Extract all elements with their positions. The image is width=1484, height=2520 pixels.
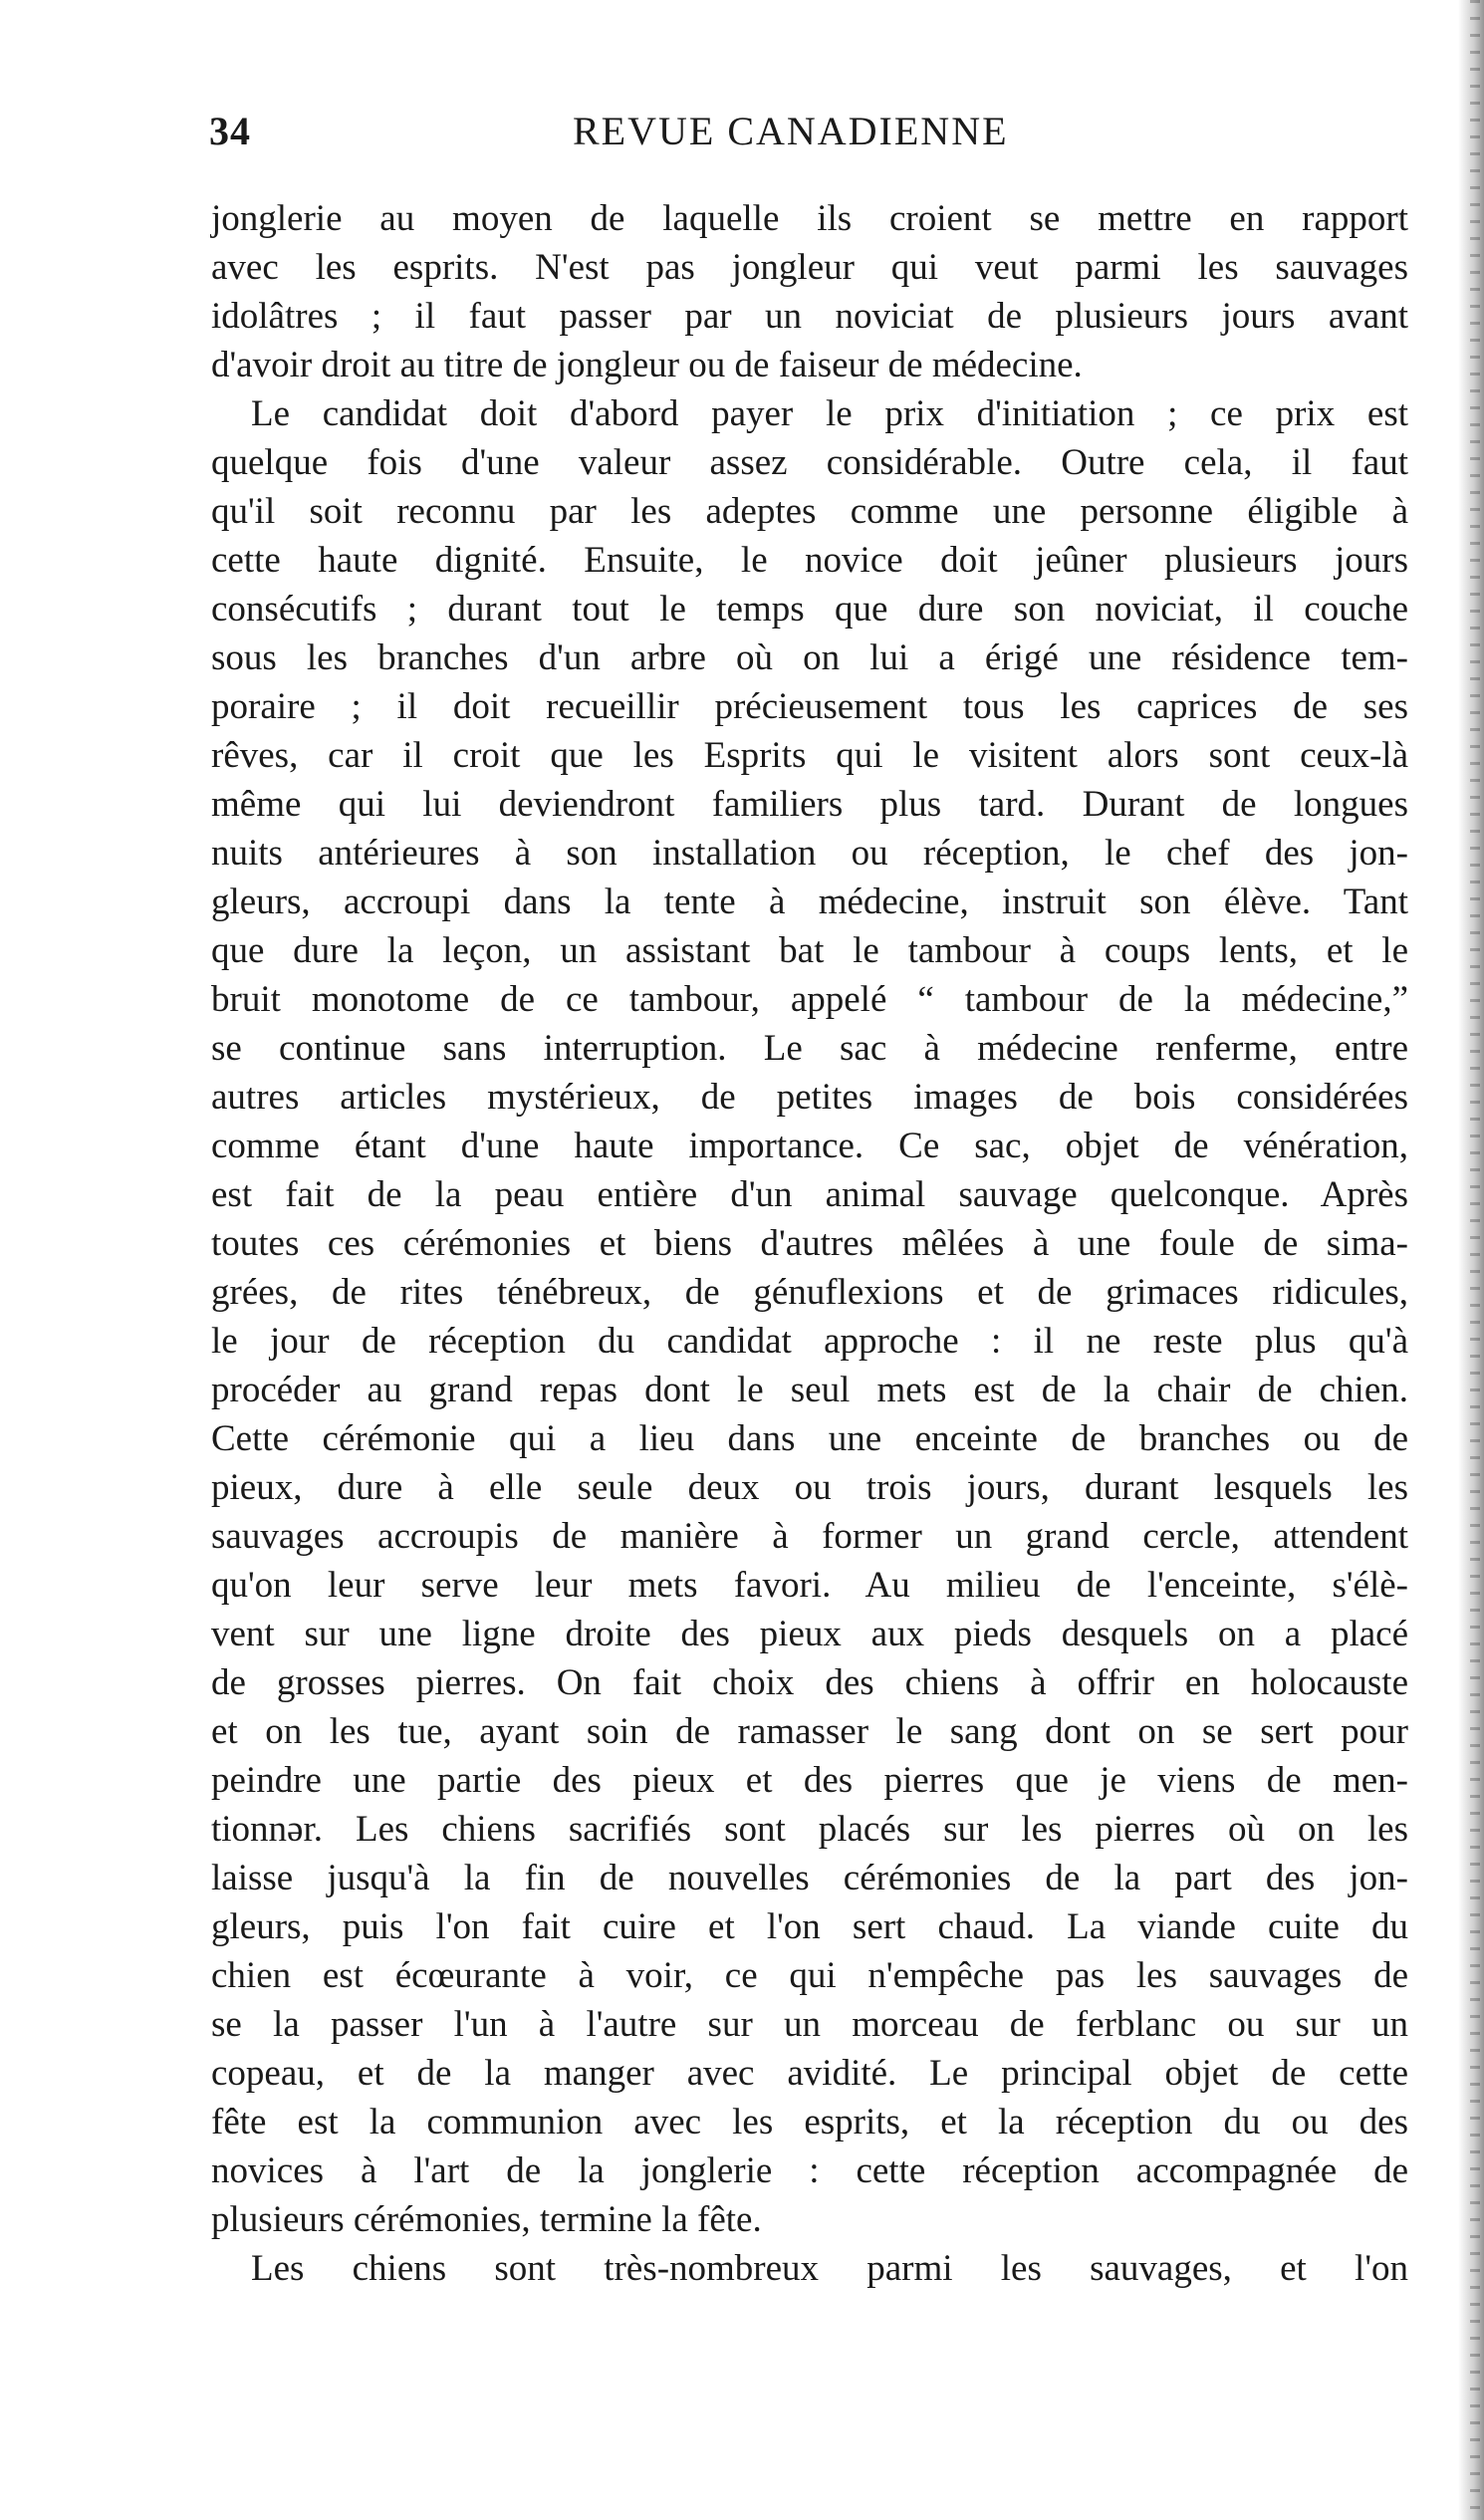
text-line: pieux, dure à elle seule deux ou trois jours, durant lesquels les xyxy=(211,1467,1408,1508)
text-line: quelque fois d'une valeur assez considérable. Outre cela, il faut xyxy=(211,442,1408,483)
text-line: chien est écœurante à voir, ce qui n'empêche pas les sauvages de xyxy=(211,1955,1408,1996)
text-line: tionnər. Les chiens sacrifiés sont placés sur les pierres où on les xyxy=(211,1809,1408,1850)
text-line: qu'il soit reconnu par les adeptes comme une personne éligible à xyxy=(211,491,1408,532)
text-line: se continue sans interruption. Le sac à médecine renferme, entre xyxy=(211,1028,1408,1069)
text-line: laisse jusqu'à la fin de nouvelles cérémonies de la part des jon- xyxy=(211,1858,1408,1898)
text-line: même qui lui deviendront familiers plus tard. Durant de longues xyxy=(211,784,1408,825)
text-line: peindre une partie des pieux et des pierres que je viens de men- xyxy=(211,1760,1408,1801)
page-edge-specks xyxy=(1470,0,1480,2520)
text-line: autres articles mystérieux, de petites images de bois considérées xyxy=(211,1077,1408,1118)
text-line: jonglerie au moyen de laquelle ils croient se mettre en rapport xyxy=(211,198,1408,239)
text-line: consécutifs ; durant tout le temps que dure son noviciat, il couche xyxy=(211,589,1408,630)
text-line: poraire ; il doit recueillir précieusement tous les caprices de ses xyxy=(211,686,1408,727)
paragraph-first-line: Les chiens sont très-nombreux parmi les sauvages, et l'on xyxy=(251,2248,1408,2289)
text-line: se la passer l'un à l'autre sur un morceau de ferblanc ou sur un xyxy=(211,2004,1408,2045)
text-line: plusieurs cérémonies, termine la fête. xyxy=(211,2199,762,2240)
text-line: d'avoir droit au titre de jongleur ou de faiseur de médecine. xyxy=(211,345,1083,385)
body-text xyxy=(211,194,1408,2293)
text-line: est fait de la peau entière d'un animal sauvage quelconque. Après xyxy=(211,1174,1408,1215)
text-line: copeau, et de la manger avec avidité. Le principal objet de cette xyxy=(211,2053,1408,2094)
text-line: comme étant d'une haute importance. Ce sac, objet de vénération, xyxy=(211,1126,1408,1166)
text-line: sauvages accroupis de manière à former un grand cercle, attendent xyxy=(211,1516,1408,1557)
text-line: vent sur une ligne droite des pieux aux pieds desquels on a placé xyxy=(211,1614,1408,1654)
text-line: nuits antérieures à son installation ou réception, le chef des jon- xyxy=(211,833,1408,874)
text-line: rêves, car il croit que les Esprits qui le visitent alors sont ceux-là xyxy=(211,735,1408,776)
text-line: toutes ces cérémonies et biens d'autres mêlées à une foule de sima- xyxy=(211,1223,1408,1264)
text-line: sous les branches d'un arbre où on lui a érigé une résidence tem- xyxy=(211,637,1408,678)
text-line: procéder au grand repas dont le seul mets est de la chair de chien. xyxy=(211,1370,1408,1410)
running-head: REVUE CANADIENNE xyxy=(573,109,1009,153)
text-line: fête est la communion avec les esprits, et la réception du ou des xyxy=(211,2102,1408,2142)
text-line: le jour de réception du candidat approche : il ne reste plus qu'à xyxy=(211,1321,1408,1362)
text-line: gleurs, puis l'on fait cuire et l'on sert chaud. La viande cuite du xyxy=(211,1906,1408,1947)
text-line: novices à l'art de la jonglerie : cette réception accompagnée de xyxy=(211,2150,1408,2191)
text-line: grées, de rites ténébreux, de génuflexions et de grimaces ridicules, xyxy=(211,1272,1408,1313)
text-line: bruit monotome de ce tambour, appelé “ tambour de la médecine,” xyxy=(211,979,1408,1020)
text-line: et on les tue, ayant soin de ramasser le sang dont on se sert pour xyxy=(211,1711,1408,1752)
text-line: idolâtres ; il faut passer par un noviciat de plusieurs jours avant xyxy=(211,296,1408,337)
text-line: que dure la leçon, un assistant bat le tambour à coups lents, et le xyxy=(211,930,1408,971)
text-line: Cette cérémonie qui a lieu dans une enceinte de branches ou de xyxy=(211,1418,1408,1459)
text-line: gleurs, accroupi dans la tente à médecine, instruit son élève. Tant xyxy=(211,882,1408,922)
page-number: 34 xyxy=(209,109,251,153)
text-line: qu'on leur serve leur mets favori. Au milieu de l'enceinte, s'élè- xyxy=(211,1565,1408,1606)
paragraph-first-line: Le candidat doit d'abord payer le prix d'initiation ; ce prix est xyxy=(251,393,1408,434)
text-line: cette haute dignité. Ensuite, le novice doit jeûner plusieurs jours xyxy=(211,540,1408,581)
text-line: de grosses pierres. On fait choix des chiens à offrir en holocauste xyxy=(211,1662,1408,1703)
text-line: avec les esprits. N'est pas jongleur qui veut parmi les sauvages xyxy=(211,247,1408,288)
